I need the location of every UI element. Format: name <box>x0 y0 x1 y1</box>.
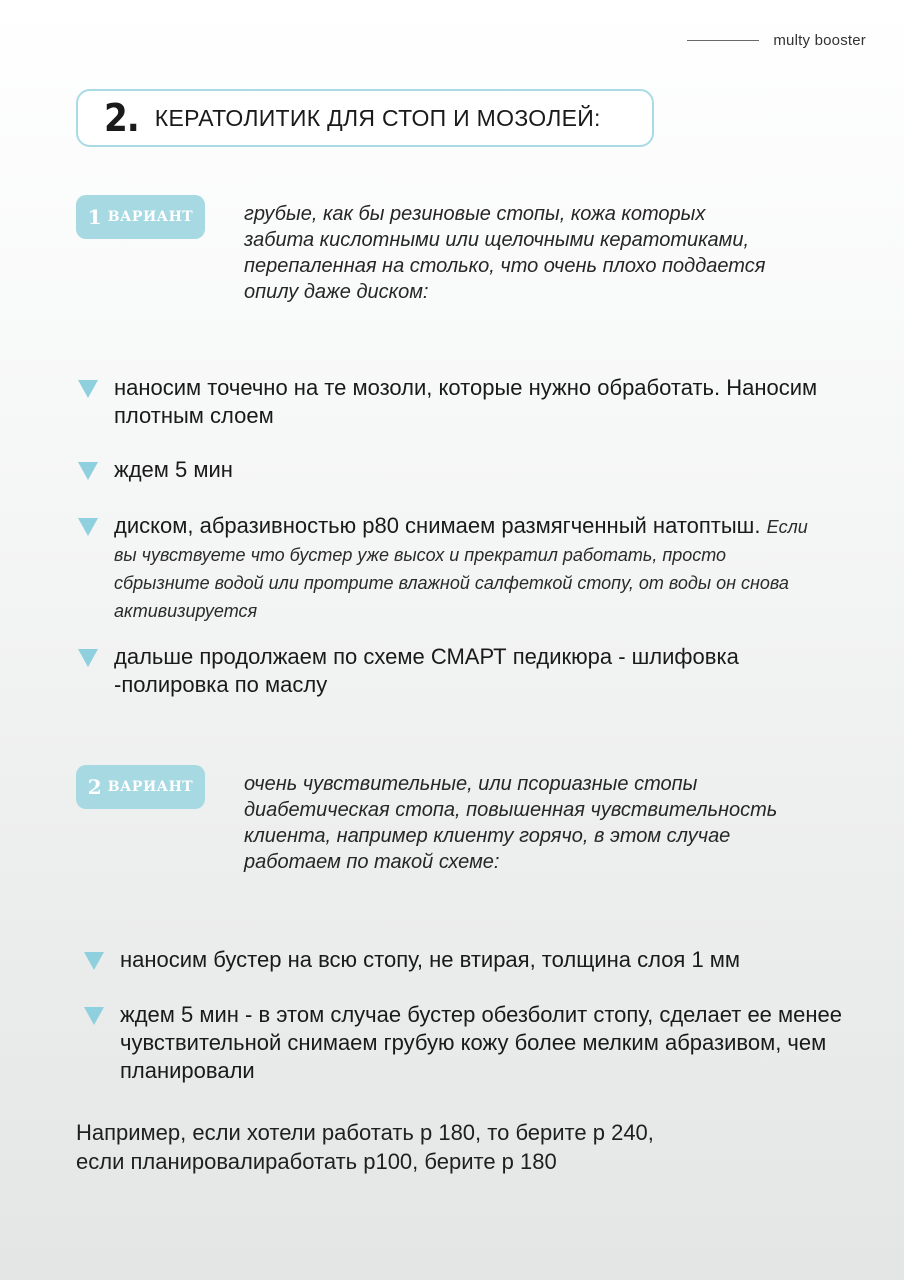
step-text: диском, абразивностью р80 снимаем размягченный натоптыш. <box>114 513 761 538</box>
bullet-triangle-icon <box>84 952 104 970</box>
variant-2-badge-number: 2 <box>87 775 102 799</box>
brand-header <box>687 32 866 49</box>
step-text: наносим бустер на всю стопу, не втирая, толщина слоя 1 мм <box>120 947 741 972</box>
footer-line-1: Например, если хотели работать р 180, то берите р 240, <box>76 1120 654 1145</box>
variant-2-badge <box>76 765 205 809</box>
step-text: ждем 5 мин <box>114 457 233 482</box>
bullet-triangle-icon <box>78 462 98 480</box>
list-item <box>78 456 848 484</box>
variant-1-description: грубые, как бы резиновые стопы, кожа которых забита кислотными или щелочными кератотиками, перепаленная на столько, что очень плохо поддается опилу даже диском: <box>244 203 766 303</box>
step-text: наносим точечно на те мозоли, которые нужно обработать. Наносим плотным слоем <box>114 375 818 428</box>
list-item <box>78 512 818 624</box>
bullet-triangle-icon <box>78 380 98 398</box>
list-item <box>78 374 848 430</box>
bullet-triangle-icon <box>84 1007 104 1025</box>
list-item <box>84 946 874 974</box>
list-item <box>78 643 858 699</box>
step-note: Если вы чувствуете что бустер уже высох и прекратил работать, просто сбрызните водой или протрите влажной салфеткой стопу, от воды он снова активизируется <box>114 517 808 621</box>
section-number: 2. <box>104 96 139 140</box>
variant-1-badge <box>76 195 205 239</box>
list-item <box>84 1001 854 1085</box>
bullet-triangle-icon <box>78 649 98 667</box>
footer-example-note <box>76 1118 836 1176</box>
brand-divider-line <box>687 40 759 41</box>
brand-name: multy booster <box>773 32 866 49</box>
bullet-triangle-icon <box>78 518 98 536</box>
variant-1-badge-word: ВАРИАНТ <box>107 209 194 225</box>
step-text: дальше продолжаем по схеме СМАРТ педикюра - шлифовка -полировка по маслу <box>114 644 739 697</box>
variant-2-badge-word: ВАРИАНТ <box>107 779 194 795</box>
section-title-box <box>76 89 654 147</box>
footer-line-2: если планировалиработать р100, берите р 180 <box>76 1149 557 1174</box>
variant-1-badge-number: 1 <box>87 205 102 229</box>
step-text: ждем 5 мин - в этом случае бустер обезболит стопу, сделает ее менее чувствительной снимаем грубую кожу более мелким абразивом, чем планировали <box>120 1002 843 1083</box>
section-title: КЕРАТОЛИТИК ДЛЯ СТОП И МОЗОЛЕЙ: <box>154 104 601 131</box>
variant-2-description: очень чувствительные, или псориазные стопы диабетическая стопа, повышенная чувствительность клиента, например клиенту горячо, в этом случае работаем по такой схеме: <box>244 773 778 873</box>
